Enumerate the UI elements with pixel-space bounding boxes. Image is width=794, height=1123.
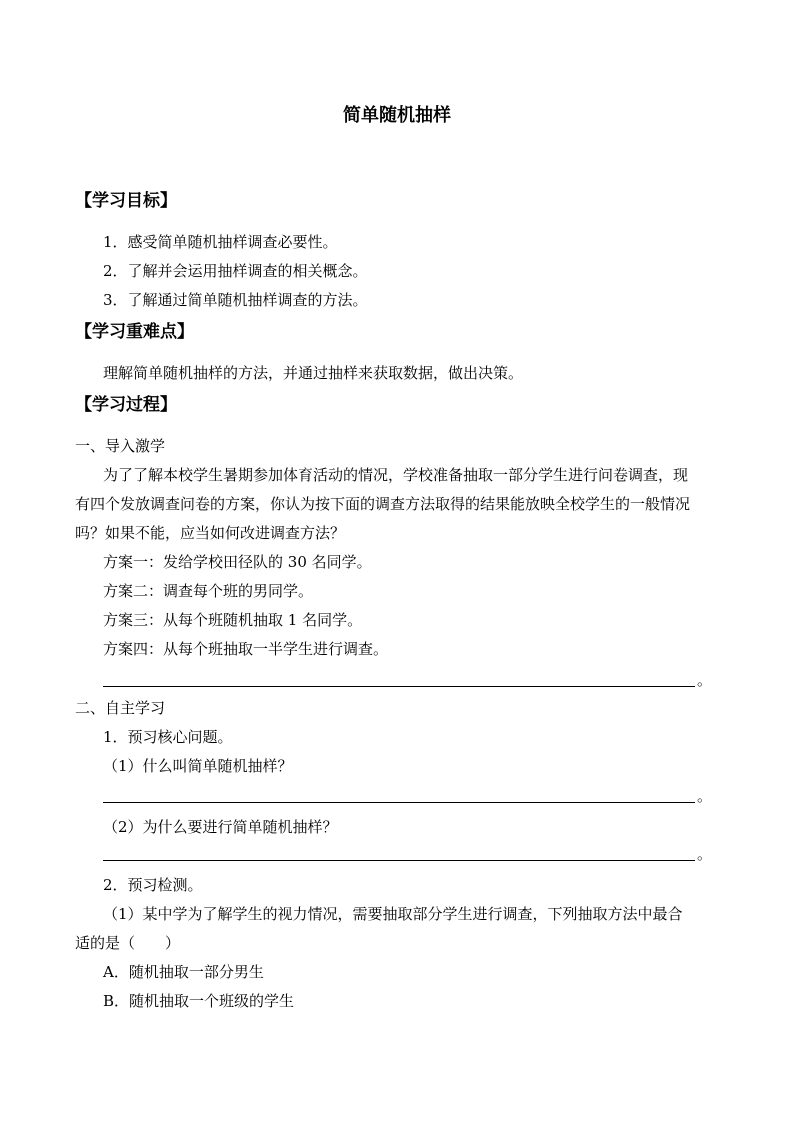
answer-blank-line[interactable] xyxy=(103,686,695,687)
preview-item: 2．预习检测。 xyxy=(103,876,203,894)
exercise-text-line: 适的是（ ） xyxy=(75,934,181,952)
goal-item: 1．感受简单随机抽样调查必要性。 xyxy=(103,233,338,251)
plan-item: 方案一：发给学校田径队的 30 名同学。 xyxy=(103,553,372,571)
part1-heading: 一、导入激学 xyxy=(75,437,166,455)
key-points-text: 理解简单随机抽样的方法，并通过抽样来获取数据，做出决策。 xyxy=(103,364,524,382)
exercise-text-line: （1）某中学为了解学生的视力情况，需要抽取部分学生进行调查，下列抽取方法中最合 xyxy=(103,905,683,923)
answer-blank-line[interactable] xyxy=(103,860,695,861)
answer-period: 。 xyxy=(697,671,713,689)
goal-item: 3．了解通过简单随机抽样调查的方法。 xyxy=(103,291,368,309)
question-text: （2）为什么要进行简单随机抽样？ xyxy=(103,818,338,836)
page-title: 简单随机抽样 xyxy=(343,105,451,126)
answer-period: 。 xyxy=(697,845,713,863)
intro-paragraph-line: 为了了解本校学生暑期参加体育活动的情况，学校准备抽取一部分学生进行问卷调查，现 xyxy=(103,466,689,484)
answer-blank-line[interactable] xyxy=(103,802,695,803)
option-a: A．随机抽取一部分男生 xyxy=(103,963,264,981)
goal-item: 2．了解并会运用抽样调查的相关概念。 xyxy=(103,262,368,280)
plan-item: 方案三：从每个班随机抽取 1 名同学。 xyxy=(103,611,363,629)
part2-heading: 二、自主学习 xyxy=(75,699,166,717)
answer-period: 。 xyxy=(697,787,713,805)
plan-item: 方案二：调查每个班的男同学。 xyxy=(103,582,314,600)
intro-paragraph-line: 有四个发放调查问卷的方案，你认为按下面的调查方法取得的结果能放映全校学生的一般情况 xyxy=(75,495,691,513)
goals-heading: 【学习目标】 xyxy=(75,191,177,211)
preview-item: 1．预习核心问题。 xyxy=(103,728,233,746)
intro-paragraph-line: 吗？如果不能，应当如何改进调查方法？ xyxy=(75,524,346,542)
question-text: （1）什么叫简单随机抽样？ xyxy=(103,757,293,775)
option-b: B．随机抽取一个班级的学生 xyxy=(103,992,295,1010)
plan-item: 方案四：从每个班抽取一半学生进行调查。 xyxy=(103,640,389,658)
key-points-heading: 【学习重难点】 xyxy=(75,322,194,342)
process-heading: 【学习过程】 xyxy=(75,395,177,415)
